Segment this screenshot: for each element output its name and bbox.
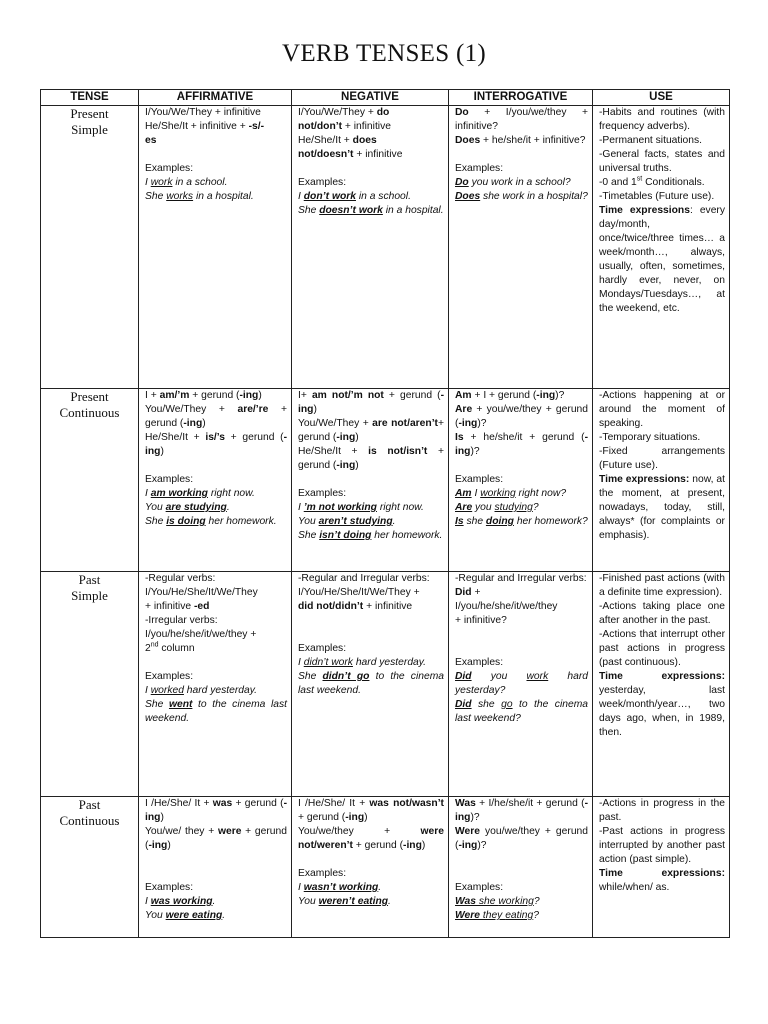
examples-label: Examples: — [455, 657, 504, 668]
table-row-past-simple — [41, 572, 730, 797]
example-sentence: You aren’t studying. — [298, 516, 396, 527]
example-sentence: She is doing her homework. — [145, 516, 277, 527]
rule-line: You/We/They + are/’re + gerund (-ing) — [145, 404, 288, 429]
use-item: -Actions in progress in the past. — [599, 798, 725, 823]
example-sentence: I ’m not working right now. — [298, 502, 424, 513]
rule-line: I/you/he/she/it/we/they + — [145, 629, 257, 640]
examples-label: Examples: — [145, 474, 194, 485]
rule-line: + infinitive -ed — [145, 601, 210, 612]
use-item: -Actions happening at or around the moment of speaking. — [599, 390, 725, 429]
use-cell — [593, 389, 730, 572]
rule-line: You/we/they + were not/weren’t + gerund (-ing) — [298, 826, 444, 851]
header-affirmative: AFFIRMATIVE — [139, 90, 292, 106]
example-sentence: Did you work hard yesterday? — [455, 671, 588, 696]
negative-cell — [292, 572, 449, 797]
examples-label: Examples: — [298, 177, 347, 188]
use-item: -Permanent situations. — [599, 135, 703, 146]
time-expressions: Time expressions: while/when/ as. — [599, 868, 725, 893]
rule-line: I /He/She/ It + was + gerund (-ing) — [145, 798, 287, 823]
tense-name-line: Past — [78, 572, 101, 587]
example-sentence: Did she go to the cinema last weekend? — [455, 699, 588, 724]
negative-cell — [292, 106, 449, 389]
rule-line: I /He/She/ It + was not/wasn’t + gerund (-ing) — [298, 798, 444, 823]
rule-line: I/You/We/They + infinitive — [145, 107, 261, 118]
use-item: -Temporary situations. — [599, 432, 701, 443]
rule-line: -Regular and Irregular verbs: — [298, 573, 430, 584]
example-sentence: She went to the cinema last weekend. — [145, 699, 288, 724]
rule-line: I + am/’m + gerund (-ing) — [145, 390, 262, 401]
header-tense: TENSE — [41, 90, 139, 106]
example-sentence: I was working. — [145, 896, 216, 907]
rule-line: I+ am not/’m not + gerund (-ing) — [298, 390, 444, 415]
rule-line: not/doesn’t + infinitive — [298, 149, 403, 160]
rule-line: 2nd column — [145, 641, 195, 654]
tense-name-line: Continuous — [59, 813, 120, 828]
tense-name-line: Simple — [71, 588, 108, 603]
example-sentence: Is she doing her homework? — [455, 516, 588, 527]
rule-line: -Regular verbs: — [145, 573, 216, 584]
example-sentence: I didn’t work hard yesterday. — [298, 657, 427, 668]
page-title: VERB TENSES (1) — [281, 40, 487, 67]
interrogative-cell — [449, 797, 593, 938]
affirmative-cell — [139, 389, 292, 572]
rule-line: Was + I/he/she/it + gerund (-ing)? — [455, 798, 588, 823]
rule-line: I/you/he/she/it/we/they — [455, 601, 558, 612]
examples-label: Examples: — [455, 474, 504, 485]
time-expressions: Time expressions: now, at the moment, at present, nowadays, today, still, always* (for complaints or emphasis). — [599, 474, 725, 541]
tense-name-cell — [41, 389, 139, 572]
rule-line: -Irregular verbs: — [145, 615, 218, 626]
tense-name-cell — [41, 797, 139, 938]
rule-line: He/She/It + infinitive + -s/- — [145, 121, 265, 132]
interrogative-cell — [449, 572, 593, 797]
rule-line: He/She/It + does — [298, 135, 377, 146]
rule-line: I/You/He/She/It/We/They — [145, 587, 258, 598]
rule-line: -Regular and Irregular verbs: — [455, 573, 587, 584]
rule-line: He/She/It + is/’s + gerund (-ing) — [145, 432, 287, 457]
tense-name-line: Simple — [71, 122, 108, 137]
rule-line: I/You/He/She/It/We/They + — [298, 587, 420, 598]
examples-label: Examples: — [298, 643, 347, 654]
use-item: -Actions that interrupt other past actions in progress (past continuous). — [599, 629, 725, 668]
example-sentence: She isn’t doing her homework. — [298, 530, 443, 541]
header-interrogative: INTERROGATIVE — [449, 90, 593, 106]
header-row — [41, 90, 730, 106]
example-sentence: Do you work in a school? — [455, 177, 571, 188]
examples-label: Examples: — [145, 163, 194, 174]
rule-line: Did + — [455, 587, 481, 598]
rule-line: Do + I/you/we/they + infinitive? — [455, 107, 588, 132]
verb-tenses-table — [40, 89, 730, 938]
examples-label: Examples: — [298, 488, 347, 499]
rule-line: Is + he/she/it + gerund (-ing)? — [455, 432, 588, 457]
rule-line: He/She/It + is not/isn’t + gerund (-ing) — [298, 446, 444, 471]
use-cell — [593, 572, 730, 797]
rule-line: You/we/ they + were + gerund (-ing) — [145, 826, 287, 851]
examples-label: Examples: — [455, 882, 504, 893]
example-sentence: Was she working? — [455, 896, 540, 907]
rule-line: Were you/we/they + gerund (-ing)? — [455, 826, 588, 851]
example-sentence: You were eating. — [145, 910, 226, 921]
negative-cell — [292, 389, 449, 572]
example-sentence: You are studying. — [145, 502, 230, 513]
example-sentence: Am I working right now? — [455, 488, 567, 499]
rule-line: Are + you/we/they + gerund (-ing)? — [455, 404, 588, 429]
header-negative: NEGATIVE — [292, 90, 449, 106]
use-cell — [593, 797, 730, 938]
use-item: -Past actions in progress interrupted by another past action (past simple). — [599, 826, 725, 865]
use-item: -Fixed arrangements (Future use). — [599, 446, 725, 471]
examples-label: Examples: — [145, 671, 194, 682]
example-sentence: She didn’t go to the cinema last weekend. — [298, 671, 444, 696]
rule-line: did not/didn’t + infinitive — [298, 601, 413, 612]
header-use: USE — [593, 90, 730, 106]
affirmative-cell — [139, 106, 292, 389]
use-item: -Finished past actions (with a definite time expression). — [599, 573, 725, 598]
example-sentence: I worked hard yesterday. — [145, 685, 258, 696]
example-sentence: She doesn’t work in a hospital. — [298, 205, 444, 216]
examples-label: Examples: — [455, 163, 504, 174]
affirmative-cell — [139, 797, 292, 938]
example-sentence: You weren’t eating. — [298, 896, 391, 907]
use-item: -Actions taking place one after another in the past. — [599, 601, 725, 626]
example-sentence: I don’t work in a school. — [298, 191, 411, 202]
use-item: -0 and 1st Conditionals. — [599, 175, 705, 188]
interrogative-cell — [449, 389, 593, 572]
rule-line: I/You/We/They + do — [298, 107, 390, 118]
use-item: -General facts, states and universal truths. — [599, 149, 725, 174]
negative-cell — [292, 797, 449, 938]
rule-line: Does + he/she/it + infinitive? — [455, 135, 586, 146]
rule-line: You/We/They + are not/aren’t+ gerund (-ing) — [298, 418, 445, 443]
examples-label: Examples: — [298, 868, 347, 879]
tense-name-cell — [41, 572, 139, 797]
table-row-present-continuous — [41, 389, 730, 572]
example-sentence: She works in a hospital. — [145, 191, 254, 202]
tense-name-line: Continuous — [59, 405, 120, 420]
use-item: -Habits and routines (with frequency adverbs). — [599, 107, 725, 132]
example-sentence: I work in a school. — [145, 177, 228, 188]
rule-line: Am + I + gerund (-ing)? — [455, 390, 565, 401]
example-sentence: Are you studying? — [455, 502, 539, 513]
example-sentence: Were they eating? — [455, 910, 539, 921]
tense-name-line: Present — [70, 106, 109, 121]
tense-name-line: Present — [70, 389, 109, 404]
tense-name-cell — [41, 106, 139, 389]
interrogative-cell — [449, 106, 593, 389]
example-sentence: I am working right now. — [145, 488, 255, 499]
examples-label: Examples: — [145, 882, 194, 893]
rule-line: not/don’t + infinitive — [298, 121, 391, 132]
example-sentence: Does she work in a hospital? — [455, 191, 588, 202]
use-cell — [593, 106, 730, 389]
table-row-past-continuous — [41, 797, 730, 938]
time-expressions: Time expressions: every day/month, once/twice/three times… a week/month…, always, usually, often, sometimes, hardly ever, never, on Mondays/Tuesdays…, at the weekend, etc. — [599, 205, 725, 314]
affirmative-cell — [139, 572, 292, 797]
table-row-present-simple — [41, 106, 730, 389]
use-item: -Timetables (Future use). — [599, 191, 715, 202]
time-expressions: Time expressions: yesterday, last week/month/year…, two days ago, when, in 1989, then. — [599, 671, 725, 738]
tense-name-line: Past — [78, 797, 101, 812]
rule-line: + infinitive? — [455, 615, 507, 626]
example-sentence: I wasn’t working. — [298, 882, 382, 893]
rule-line: es — [145, 135, 157, 146]
